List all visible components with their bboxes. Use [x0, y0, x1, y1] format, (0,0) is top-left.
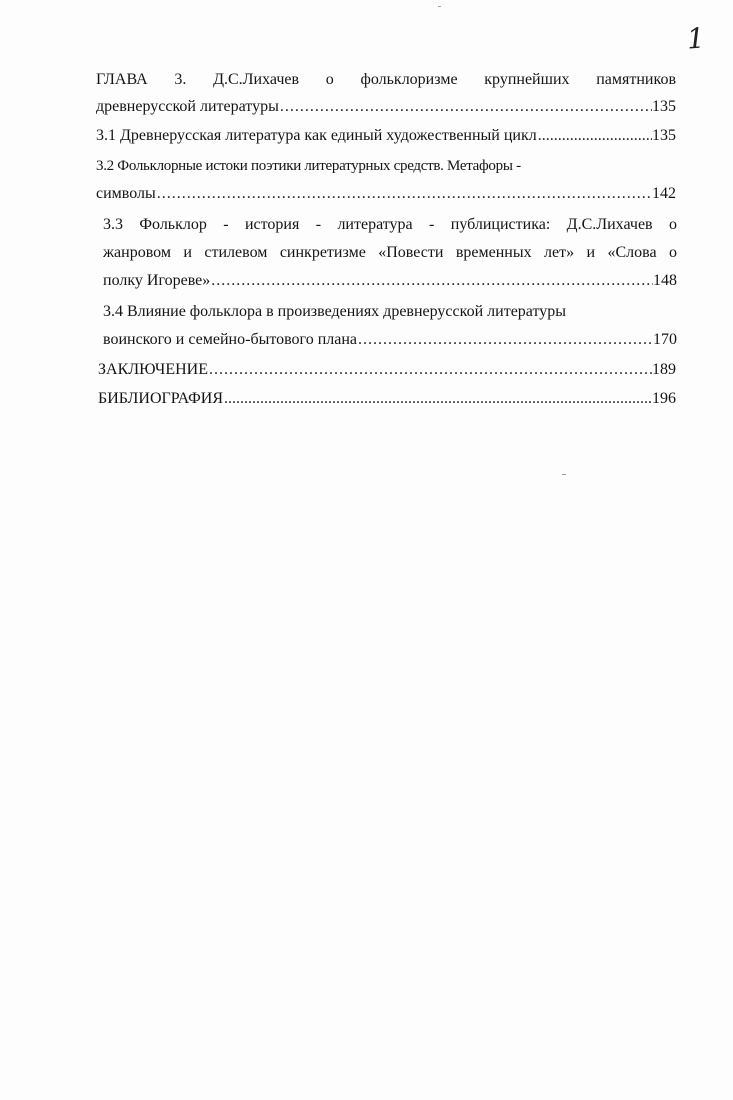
dot-leader	[223, 388, 652, 410]
toc-section-3-4-line1: 3.4 Влияние фольклора в произведениях древнерусской литературы	[103, 303, 567, 320]
toc-entry-title: древнерусской литературы	[96, 98, 279, 115]
dot-leader	[156, 183, 652, 205]
toc-page-number: 148	[653, 272, 677, 289]
toc-page-number: 135	[652, 127, 676, 144]
toc-section-3-2-line1: 3.2 Фольклорные истоки поэтики литературных средств. Метафоры -	[96, 158, 521, 174]
toc-page-number: 142	[652, 185, 676, 202]
toc-page-number: 135	[652, 98, 676, 115]
toc-conclusion	[98, 359, 676, 381]
toc-entry-title: полку Игореве»	[103, 272, 211, 289]
toc-bibliography	[98, 388, 676, 410]
toc-entry-title: ЗАКЛЮЧЕНИЕ	[98, 361, 208, 378]
dot-leader	[537, 125, 652, 147]
toc-entry-title: БИБЛИОГРАФИЯ	[98, 390, 224, 407]
dot-leader	[210, 270, 653, 292]
toc-page-number: 170	[653, 331, 677, 348]
toc-section-3-1	[96, 125, 676, 147]
toc-section-3-3-line3	[103, 270, 677, 292]
toc-section-3-3-line1: 3.3 Фольклор - история - литература - публицистика: Д.С.Лихачев о	[103, 216, 677, 233]
toc-section-3-2-line2	[96, 183, 676, 205]
dot-leader	[208, 359, 652, 381]
toc-page-number: 189	[652, 361, 676, 378]
toc-entry-title: символы	[96, 185, 156, 202]
toc-entry-title: воинского и семейно-бытового плана	[103, 331, 358, 348]
toc-section-3-4-line2	[103, 329, 677, 351]
page-number-handwritten: 1	[685, 21, 706, 56]
toc-chapter3-line1: ГЛАВА 3. Д.С.Лихачев о фольклоризме крупнейших памятников	[96, 71, 676, 88]
dot-leader	[279, 96, 652, 118]
toc-section-3-3-line2: жанровом и стилевом синкретизме «Повести временных лет» и «Слова о	[103, 244, 677, 261]
toc-page-number: 196	[652, 390, 676, 407]
dot-leader	[357, 329, 653, 351]
toc-chapter3-line2	[96, 96, 676, 118]
toc-entry-title: 3.1 Древнерусская литература как единый художественный цикл	[96, 127, 537, 144]
